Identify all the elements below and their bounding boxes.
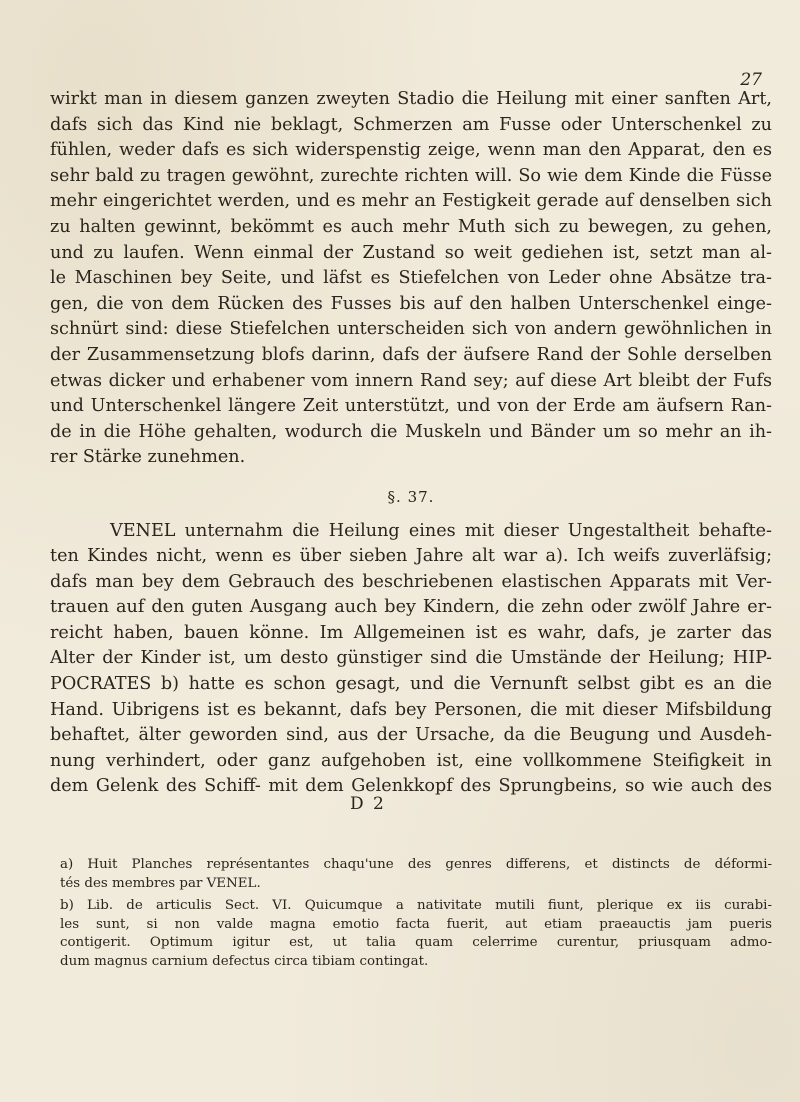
text-line: de in die Höhe gehalten, wodurch die Muskeln und Bänder um so mehr an ih- bbox=[50, 421, 772, 442]
text-line: Alter der Kinder ist, um desto günstiger sind die Umstände der Heilung; HIP- bbox=[50, 648, 772, 669]
text-line: Hand. Uibrigens ist es bekannt, dafs bey Personen, die mit dieser Mifsbildung bbox=[50, 699, 772, 720]
text-line: zu halten gewinnt, bekömmt es auch mehr Muth sich zu bewegen, zu gehen, bbox=[50, 216, 772, 237]
footnote-line: contigerit. Optimum igitur est, ut talia quam celerrime curentur, priusquam admo- bbox=[60, 935, 772, 950]
main-text bbox=[50, 87, 772, 800]
text-line: und zu laufen. Wenn einmal der Zustand so weit gediehen ist, setzt man al- bbox=[50, 242, 772, 263]
text-line: dafs man bey dem Gebrauch des beschriebenen elastischen Apparats mit Ver- bbox=[50, 571, 772, 592]
text-line: ten Kindes nicht, wenn es über sieben Jahre alt war a). Ich weifs zuverläfsig; bbox=[50, 546, 772, 567]
footnote-a bbox=[50, 856, 772, 893]
text-line: sehr bald zu tragen gewöhnt, zurechte richten will. So wie dem Kinde die Füsse bbox=[50, 165, 772, 186]
paragraph-2 bbox=[50, 519, 772, 801]
text-line: und Unterschenkel längere Zeit unterstützt, und von der Erde am äufsern Ran- bbox=[50, 396, 772, 417]
text-line: fühlen, weder dafs es sich widerspenstig zeige, wenn man den Apparat, den es bbox=[50, 140, 772, 161]
text-line: POCRATES b) hatte es schon gesagt, und die Vernunft selbst gibt es an die bbox=[50, 674, 772, 695]
text-line: le Maschinen bey Seite, und läfst es Stiefelchen von Leder ohne Absätze tra- bbox=[50, 268, 772, 289]
text-line: trauen auf den guten Ausgang auch bey Kindern, die zehn oder zwölf Jahre er- bbox=[50, 597, 772, 618]
text-line: reicht haben, bauen könne. Im Allgemeinen ist es wahr, dafs, je zarter das bbox=[50, 622, 772, 643]
text-line: behaftet, älter geworden sind, aus der Ursache, da die Beugung und Ausdeh- bbox=[50, 725, 772, 746]
text-line: dem Gelenk des Schiff- mit dem Gelenkkopf des Sprungbeins, so wie auch des bbox=[50, 776, 772, 797]
text-line: mehr eingerichtet werden, und es mehr an Festigkeit gerade auf denselben sich bbox=[50, 191, 772, 212]
text-line: VENEL unternahm die Heilung eines mit dieser Ungestaltheit behafte- bbox=[110, 520, 772, 541]
footnote-line: les sunt, si non valde magna emotio facta fuerit, aut etiam praeauctis jam pueris bbox=[60, 916, 772, 932]
text-line: gen, die von dem Rücken des Fusses bis auf den halben Unterschenkel einge- bbox=[50, 293, 772, 314]
footnote-line: a) Huit Planches représentantes chaqu'une des genres differens, et distincts de déformi- bbox=[60, 857, 772, 872]
text-line: nung verhindert, oder ganz aufgehoben ist, eine vollkommene Steifigkeit in bbox=[50, 750, 772, 771]
footnote-line: b) Lib. de articulis Sect. VI. Quicumque a nativitate mutili fiunt, plerique ex iis curabi- bbox=[60, 898, 772, 913]
footnote-line: dum magnus carnium defectus circa tibiam contingat. bbox=[60, 953, 429, 969]
text-line: schnürt sind: diese Stiefelchen unterscheiden sich von andern gewöhnlichen in bbox=[50, 319, 772, 340]
text-line: wirkt man in diesem ganzen zweyten Stadio die Heilung mit einer sanften Art, bbox=[50, 89, 772, 109]
signature-mark: D 2 bbox=[350, 794, 386, 814]
paragraph-1 bbox=[50, 87, 772, 471]
text-line: etwas dicker und erhabener vom innern Rand sey; auf diese Art bleibt der Fufs bbox=[50, 370, 772, 391]
text-line: dafs sich das Kind nie beklagt, Schmerzen am Fusse oder Unterschenkel zu bbox=[50, 114, 772, 135]
text-line: rer Stärke zunehmen. bbox=[50, 447, 246, 468]
footnote-b bbox=[50, 897, 772, 971]
footnote-line: tés des membres par VENEL. bbox=[60, 875, 261, 891]
section-heading: §. 37. bbox=[387, 487, 435, 506]
text-line: der Zusammensetzung blofs darinn, dafs der äufsere Rand der Sohle derselben bbox=[50, 344, 772, 365]
footnotes bbox=[50, 856, 772, 975]
page-number: 27 bbox=[740, 70, 762, 90]
